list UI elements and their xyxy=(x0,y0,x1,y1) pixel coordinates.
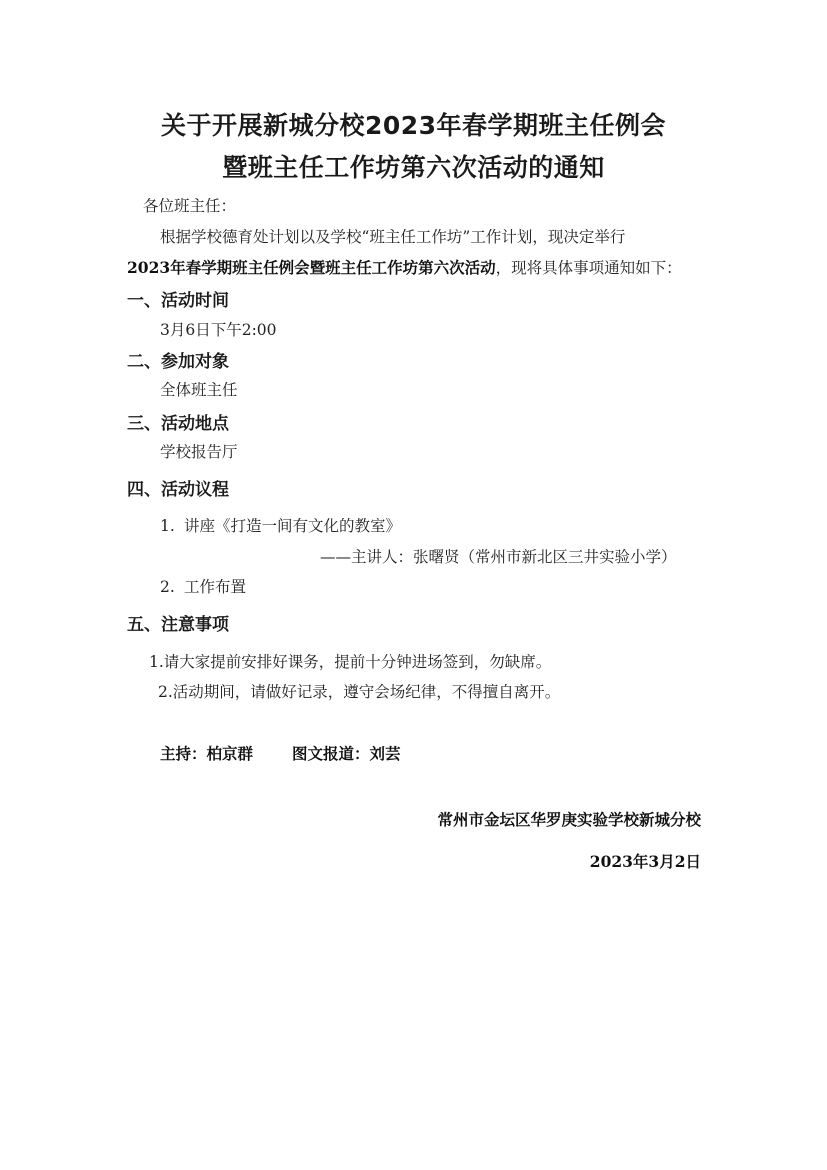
agenda-item-1 xyxy=(160,514,401,536)
section-time-heading: 一、活动时间 xyxy=(127,291,229,311)
section-agenda-heading: 四、活动议程 xyxy=(127,480,229,500)
notes-item-1: 1.请大家提前安排好课务，提前十分钟进场签到，勿缺席。 xyxy=(149,653,552,671)
host-credit: 主持：柏京群 xyxy=(160,745,254,763)
section-time-content: 3月6日下午2:00 xyxy=(160,321,277,339)
agenda-item-2 xyxy=(160,575,246,597)
notes-item-2: 2.活动期间，请做好记录，遵守会场纪律，不得擅自离开。 xyxy=(158,683,561,701)
intro-line-2-rest: ，现将具体事项通知如下： xyxy=(495,259,682,277)
agenda-item-1-text: 讲座《打造一间有文化的教室》 xyxy=(184,517,402,535)
report-credit: 图文报道：刘芸 xyxy=(292,745,401,763)
intro-event-name: 2023年春学期班主任例会暨班主任工作坊第六次活动 xyxy=(127,258,496,277)
agenda-item-1-speaker: ——主讲人：张曙贤（常州市新北区三井实验小学） xyxy=(320,548,677,566)
intro-line-2 xyxy=(127,256,682,278)
agenda-item-1-number: 1. xyxy=(160,517,175,535)
section-notes-heading: 五、注意事项 xyxy=(127,615,229,635)
section-location-heading: 三、活动地点 xyxy=(127,414,229,434)
salutation: 各位班主任： xyxy=(143,197,237,215)
section-participants-heading: 二、参加对象 xyxy=(127,352,229,372)
agenda-item-2-number: 2. xyxy=(160,578,175,596)
section-participants-content: 全体班主任 xyxy=(160,381,238,399)
title-line-1: 关于开展新城分校2023年春学期班主任例会 xyxy=(160,111,667,140)
title-line-2: 暨班主任工作坊第六次活动的通知 xyxy=(222,153,605,182)
issuing-organization: 常州市金坛区华罗庚实验学校新城分校 xyxy=(437,810,701,829)
section-location-content: 学校报告厅 xyxy=(160,443,238,461)
intro-line-1: 根据学校德育处计划以及学校“班主任工作坊”工作计划，现决定举行 xyxy=(160,228,626,246)
agenda-item-2-text: 工作布置 xyxy=(184,578,247,596)
issue-date: 2023年3月2日 xyxy=(589,852,701,871)
